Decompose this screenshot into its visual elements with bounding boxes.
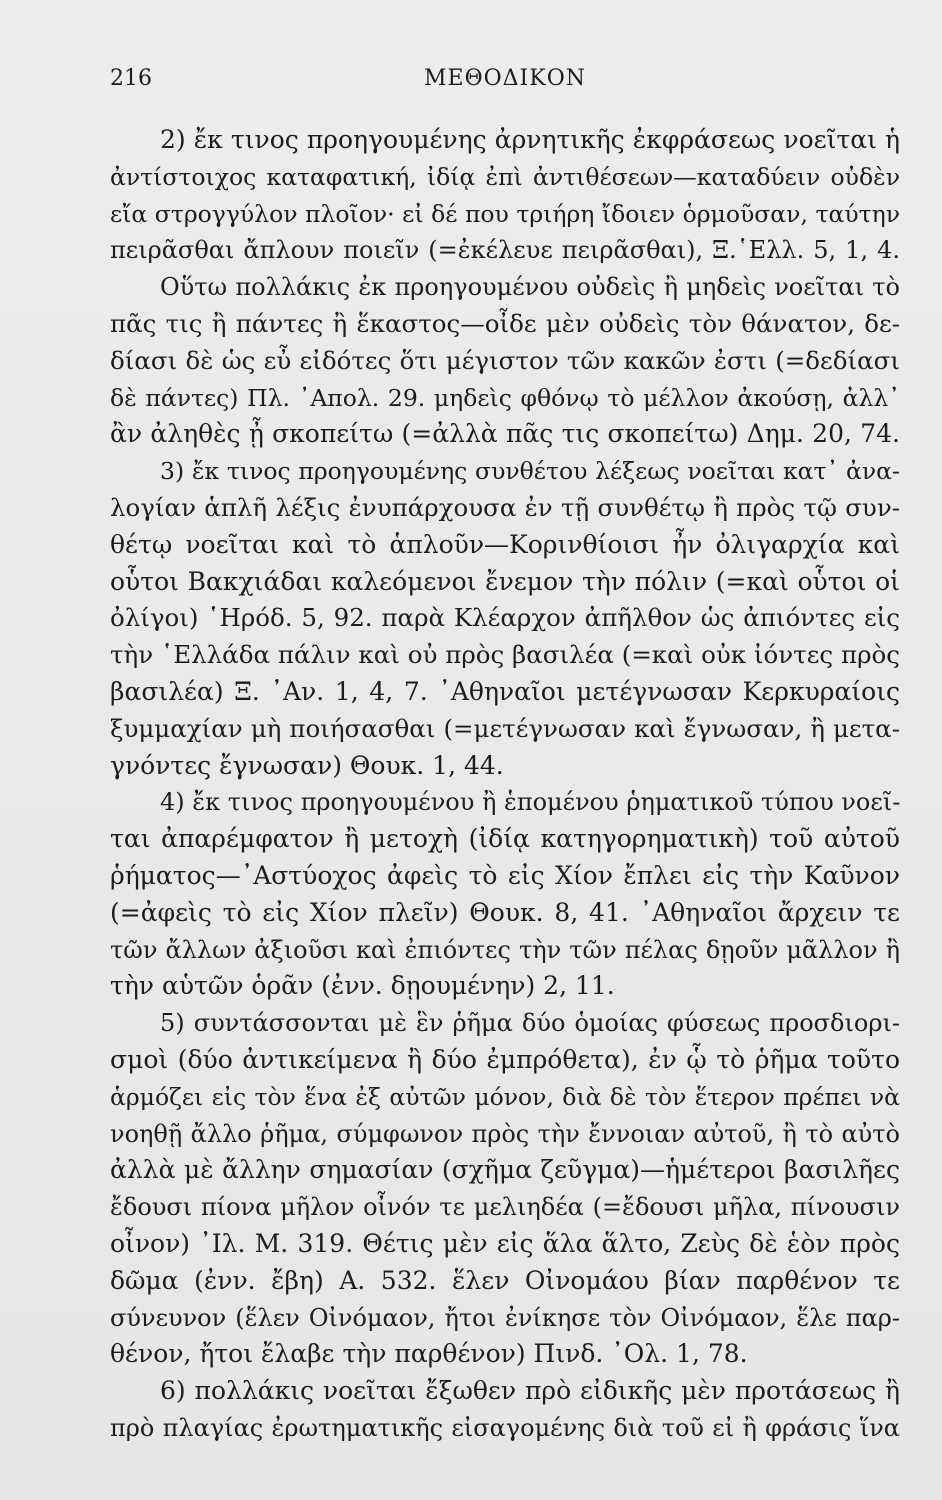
page-header <box>110 66 900 96</box>
text-line: πᾶς τις ἢ πάντες ἢ ἕκαστος—οἶδε μὲν οὐδεὶς τὸν θάνατον, δε- <box>110 308 900 338</box>
text-line: 2) ἔκ τινος προηγουμένης ἀρνητικῆς ἐκφράσεως νοεῖται ἡ <box>160 125 900 154</box>
text-line: ἔδουσι πίονα μῆλον οἶνόν τε μελιηδέα (=ἔδουσι μῆλα, πίνουσιν <box>110 1193 900 1222</box>
text-line: Οὕτω πολλάκις ἐκ προηγουμένου οὐδεὶς ἢ μηδεὶς νοεῖται τὸ <box>160 273 900 302</box>
text-line: τὴν αὑτῶν ὁρᾶν (ἐνν. δῃουμένην) 2, 11. <box>110 971 615 1001</box>
text-line: ἀλλὰ μὲ ἄλλην σημασίαν (σχῆμα ζεῦγμα)—ἡμέτεροι βασιλῆες <box>110 1155 900 1185</box>
text-line: 4) ἔκ τινος προηγουμένου ἢ ἑπομένου ῥηματικοῦ τύπου νοεῖ- <box>160 788 900 817</box>
text-line: λογίαν ἁπλῆ λέξις ἐνυπάρχουσα ἐν τῇ συνθέτῳ ἢ πρὸς τῷ συν- <box>110 492 900 522</box>
text-line: (=ἀφεὶς τὸ εἰς Χίον πλεῖν) Θουκ. 8, 41. ᾿Αθηναῖοι ἄρχειν τε <box>110 897 900 927</box>
text-line: δίασι δὲ ὡς εὖ εἰδότες ὅτι μέγιστον τῶν κακῶν ἐστι (=δεδίασι <box>110 345 900 375</box>
text-line: τὴν ῾Ελλάδα πάλιν καὶ οὐ πρὸς βασιλέα (=καὶ οὐκ ἰόντες πρὸς <box>110 640 900 670</box>
text-line: ὀλίγοι) ῾Ηρόδ. 5, 92. παρὰ Κλέαρχον ἀπῆλθον ὡς ἀπιόντες εἰς <box>110 603 900 633</box>
text-line: νοηθῇ ἄλλο ῥῆμα, σύμφωνον πρὸς τὴν ἔννοιαν αὐτοῦ, ἢ τὸ αὐτὸ <box>110 1119 900 1148</box>
running-title: ΜΕΘΟΔΙΚΟΝ <box>424 66 586 91</box>
text-line: βασιλέα) Ξ. ᾿Αν. 1, 4, 7. ᾿Αθηναῖοι μετέγνωσαν Κερκυραίοις <box>110 676 900 706</box>
text-line: σύνευνον (ἕλεν Οἰνόμαον, ἤτοι ἐνίκησε τὸν Οἰνόμαον, ἕλε παρ- <box>110 1303 900 1332</box>
text-line: γνόντες ἔγνωσαν) Θουκ. 1, 44. <box>110 750 504 780</box>
text-line: σμοὶ (δύο ἀντικείμενα ἢ δύο ἐμπρόθετα), ἐν ᾧ τὸ ῥῆμα τοῦτο <box>110 1044 900 1074</box>
text-line: 3) ἔκ τινος προηγουμένης συνθέτου λέξεως νοεῖται κατ᾿ ἀνα- <box>160 457 900 486</box>
text-line: πρὸ πλαγίας ἐρωτηματικῆς εἰσαγομένης διὰ τοῦ εἰ ἢ φράσις ἵνα <box>110 1413 900 1442</box>
text-line: ται ἀπαρέμφατον ἢ μετοχὴ (ἰδίᾳ κατηγορηματικὴ) τοῦ αὐτοῦ <box>110 824 900 854</box>
text-line: τῶν ἄλλων ἀξιοῦσι καὶ ἐπιόντες τὴν τῶν πέλας δῃοῦν μᾶλλον ἢ <box>110 935 900 964</box>
text-line: 5) συντάσσονται μὲ ἓν ῥῆμα δύο ὁμοίας φύσεως προσδιορι- <box>160 1009 900 1038</box>
text-line: πειρᾶσθαι ἄπλουν ποιεῖν (=ἐκέλευε πειρᾶσθαι), Ξ.῾Ελλ. 5, 1, 4. <box>110 236 900 265</box>
text-line: ἂν ἀληθὲς ᾖ σκοπείτω (=ἀλλὰ πᾶς τις σκοπείτω) Δημ. 20, 74. <box>110 419 900 449</box>
text-line: ἀντίστοιχος καταφατική, ἰδίᾳ ἐπὶ ἀντιθέσεων—καταδύειν οὐδὲν <box>110 162 900 191</box>
text-line: δὲ πάντες) Πλ. ᾿Απολ. 29. μηδεὶς φθόνῳ τὸ μέλλον ἀκούσῃ, ἀλλ᾿ <box>110 383 900 412</box>
text-line: οἶνον) ᾿Ιλ. Μ. 319. Θέτις μὲν εἰς ἅλα ἅλτο, Ζεὺς δὲ ἑὸν πρὸς <box>110 1228 900 1258</box>
page-number: 216 <box>110 66 152 91</box>
text-line: 6) πολλάκις νοεῖται ἔξωθεν πρὸ εἰδικῆς μὲν προτάσεως ἢ <box>160 1376 900 1406</box>
text-line: εἴα στρογγύλον πλοῖον· εἰ δέ που τριήρη ἴδοιεν ὁρμοῦσαν, ταύτην <box>110 199 900 228</box>
text-line: οὗτοι Βακχιάδαι καλεόμενοι ἔνεμον τὴν πόλιν (=καὶ οὗτοι οἱ <box>110 566 900 596</box>
text-line: ξυμμαχίαν μὴ ποιήσασθαι (=μετέγνωσαν καὶ ἔγνωσαν, ἢ μετα- <box>110 713 900 743</box>
text-line: δῶμα (ἐνν. ἔβη) Α. 532. ἕλεν Οἰνομάου βίαν παρθένον τε <box>110 1265 900 1295</box>
body-text <box>110 122 900 1447</box>
text-line: ἁρμόζει εἰς τὸν ἕνα ἐξ αὐτῶν μόνον, διὰ δὲ τὸν ἕτερον πρέπει νὰ <box>110 1082 900 1111</box>
text-line: θέτῳ νοεῖται καὶ τὸ ἁπλοῦν—Κορινθίοισι ἦν ὀλιγαρχία καὶ <box>110 529 900 559</box>
text-line: ῥήματος—᾿Αστύοχος ἀφεὶς τὸ εἰς Χίον ἔπλει εἰς τὴν Καῦνον <box>110 860 900 890</box>
text-line: θένον, ἤτοι ἔλαβε τὴν παρθένον) Πινδ. ᾿Ολ. 1, 78. <box>110 1339 748 1369</box>
